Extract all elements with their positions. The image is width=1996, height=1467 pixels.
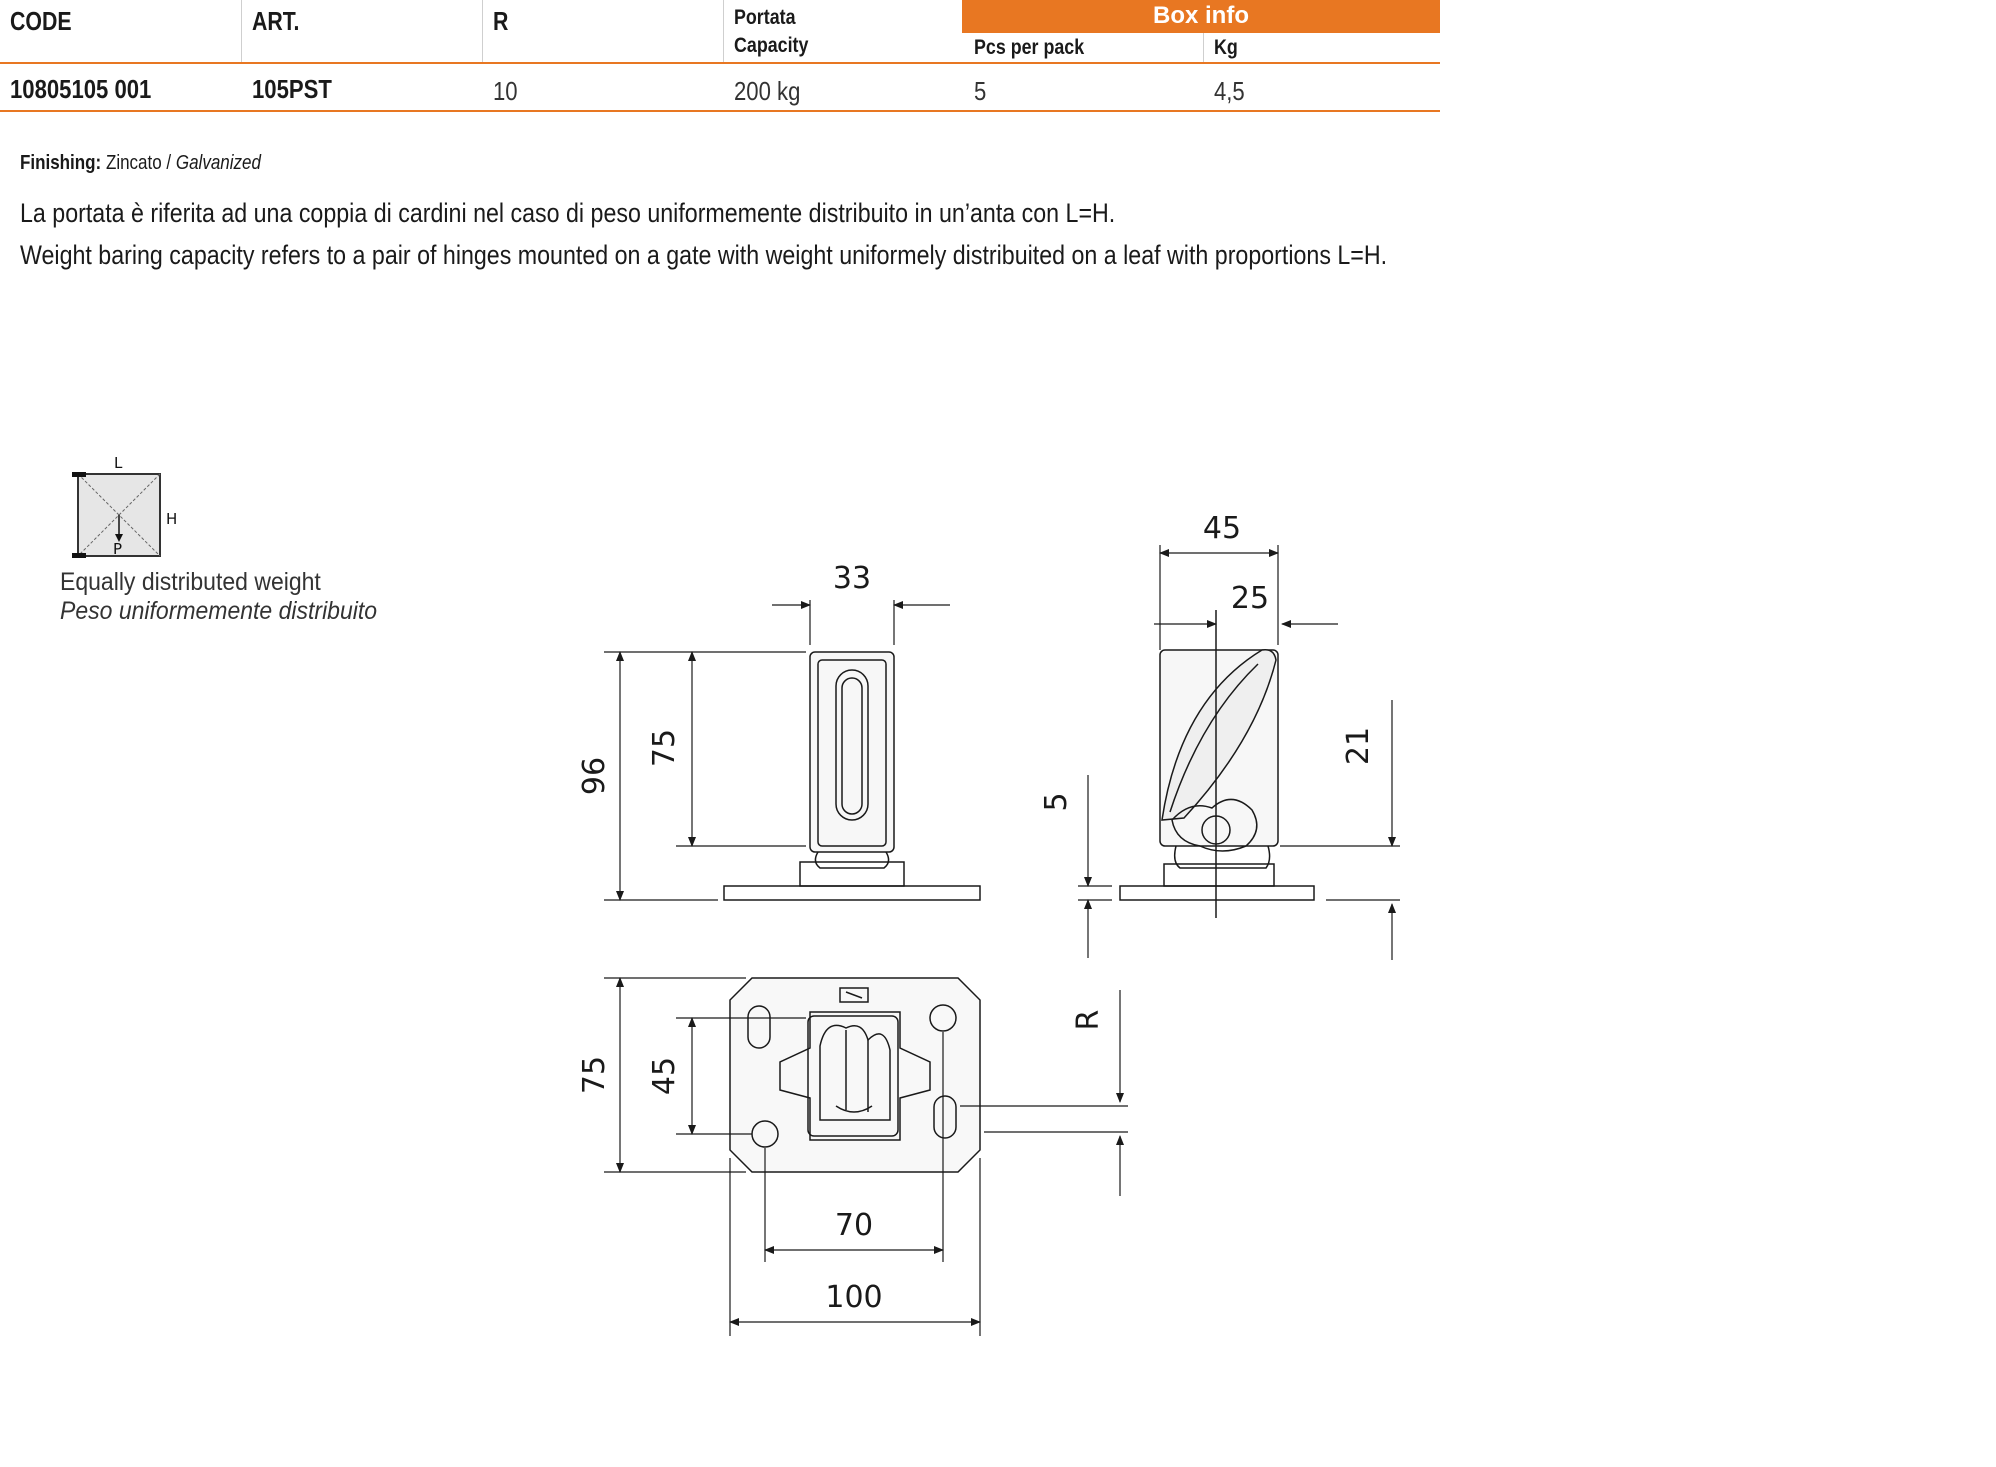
finishing-value-it: Zincato /: [105, 152, 172, 174]
note-italian: La portata è riferita ad una coppia di cardini nel caso di peso uniformemente distribuito in un’anta con L=H.: [20, 198, 1116, 228]
row-kg: 4,5: [1214, 76, 1245, 106]
row-pcs-per-pack: 5: [974, 76, 987, 106]
note-english: Weight baring capacity refers to a pair of hinges mounted on a gate with weight uniformely distribuited on a leaf with proportions L=H.: [20, 240, 1388, 270]
finishing-label: Finishing:: [20, 152, 102, 174]
legend-h-label: H: [166, 510, 178, 528]
row-capacity: 200 kg: [734, 76, 801, 106]
legend-l-label: L: [114, 454, 123, 472]
dim-top-inner-height: 45: [647, 1056, 682, 1096]
legend-english: Equally distributed weight: [60, 568, 321, 596]
dim-side-base: 5: [1039, 792, 1074, 812]
header-capacity-it: Portata: [734, 6, 796, 29]
header-pcs-per-pack: Pcs per pack: [974, 36, 1085, 59]
legend-italian: Peso uniformemente distribuito: [60, 597, 378, 625]
finishing-value-en: Galvanized: [175, 152, 261, 174]
header-code: CODE: [10, 6, 72, 36]
dim-r-label: R: [1071, 1009, 1106, 1031]
row-r: 10: [493, 76, 518, 106]
dim-top-height: 75: [577, 1055, 612, 1095]
dim-side-height: 21: [1341, 726, 1376, 766]
header-r: R: [493, 6, 509, 36]
row-art: 105PST: [252, 74, 332, 104]
header-kg: Kg: [1214, 36, 1238, 59]
side-view: [1120, 610, 1314, 918]
dim-top-hole-spacing: 70: [834, 1208, 874, 1243]
dim-side-offset: 25: [1230, 581, 1270, 616]
header-capacity-en: Capacity: [734, 34, 809, 57]
dim-top-width: 100: [825, 1280, 883, 1315]
dim-front-width: 33: [832, 561, 872, 596]
dim-front-total-height: 96: [577, 756, 612, 796]
header-art: ART.: [252, 6, 300, 36]
front-view: [724, 652, 980, 900]
row-code: 10805105 001: [10, 74, 152, 104]
dim-front-pin-height: 75: [647, 728, 682, 768]
header-box-info: Box info: [962, 0, 1440, 32]
dim-side-width: 45: [1202, 511, 1242, 546]
legend-p-label: P: [113, 540, 123, 558]
